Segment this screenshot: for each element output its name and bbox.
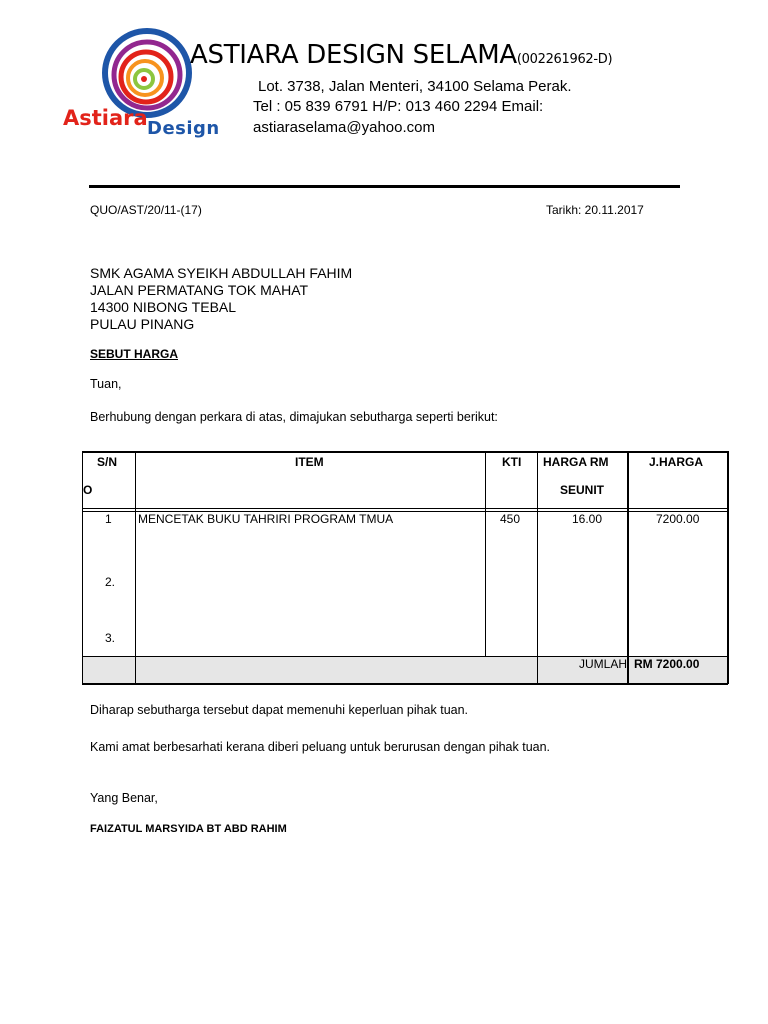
company-registration-number: (002261962-D) (516, 52, 613, 67)
total-value: RM 7200.00 (634, 657, 700, 671)
header-line-total: J.HARGA (649, 455, 704, 469)
row-unit-price: 16.00 (572, 512, 603, 526)
quotation-table (82, 451, 728, 684)
quotation-reference-number: QUO/AST/20/11-(17) (90, 203, 202, 217)
table-total-divider (82, 656, 728, 657)
letterhead-divider (89, 185, 680, 188)
closing-paragraph: Diharap sebutharga tersebut dapat memenuhi keperluan pihak tuan. (90, 703, 469, 717)
recipient-line: SMK AGAMA SYEIKH ABDULLAH FAHIM (90, 265, 353, 281)
total-row-background (82, 656, 728, 684)
row-sn: 2. (105, 575, 116, 589)
company-address: Lot. 3738, Jalan Menteri, 34100 Selama Perak. (258, 78, 572, 95)
header-item: ITEM (295, 455, 324, 469)
salutation: Tuan, (90, 377, 122, 391)
row-item: MENCETAK BUKU TAHRIRI PROGRAM TMUA (138, 512, 394, 526)
header-unit-price-wrap: SEUNIT (560, 483, 605, 497)
company-name-text: ASTIARA DESIGN SELAMA (190, 40, 517, 70)
logo-wordmark-astiara: Astiara (63, 106, 148, 130)
recipient-line: 14300 NIBONG TEBAL (90, 299, 237, 315)
recipient-line: PULAU PINANG (90, 316, 195, 332)
company-logo-swirl-icon (102, 28, 192, 118)
table-column-divider (537, 451, 538, 684)
table-column-divider (627, 451, 629, 684)
header-sn: S/N (97, 455, 118, 469)
row-quantity: 450 (500, 512, 521, 526)
header-unit-price: HARGA RM (543, 455, 609, 469)
table-header-divider (82, 508, 728, 509)
signatory-name: FAIZATUL MARSYIDA BT ABD RAHIM (90, 823, 287, 835)
header-sn-wrap: O (83, 483, 93, 497)
header-quantity: KTI (502, 455, 522, 469)
table-column-divider (485, 451, 486, 656)
company-email: astiaraselama@yahoo.com (253, 119, 435, 136)
table-border-right (727, 451, 729, 684)
logo-wordmark-design: Design (147, 118, 220, 139)
letter-subject: SEBUT HARGA (90, 347, 179, 361)
closing-paragraph: Kami amat berbesarhati kerana diberi peluang untuk berurusan dengan pihak tuan. (90, 740, 551, 754)
row-sn: 1 (105, 512, 112, 526)
intro-paragraph: Berhubung dengan perkara di atas, dimajukan sebutharga seperti berikut: (90, 410, 498, 424)
company-name (190, 40, 612, 70)
total-label: JUMLAH (579, 657, 628, 671)
row-line-total: 7200.00 (656, 512, 700, 526)
table-border-top (82, 451, 728, 453)
table-border-bottom (82, 683, 728, 685)
recipient-line: JALAN PERMATANG TOK MAHAT (90, 282, 309, 298)
company-phone-line: Tel : 05 839 6791 H/P: 013 460 2294 Email: (253, 98, 544, 115)
row-sn: 3. (105, 631, 116, 645)
table-column-divider (135, 451, 136, 684)
sign-off: Yang Benar, (90, 791, 158, 805)
quotation-date: Tarikh: 20.11.2017 (546, 203, 644, 217)
